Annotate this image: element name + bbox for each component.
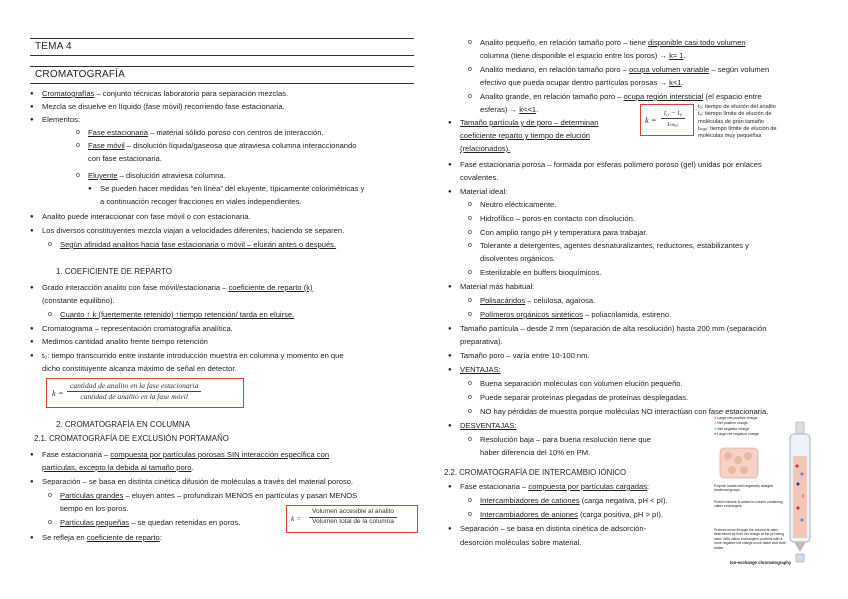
bullet-desventajas [460,421,516,431]
bullet-material-habitual: ● Material más habitual: [460,282,534,292]
legend-line: moléculas de gran tamaño [698,118,764,125]
text: – conjunto técnicas laboratorio para separación mezclas. [94,89,289,98]
sub-desventaja-1-cont: haber diferencia del 10% en PM. [480,448,591,457]
column-resin [793,456,807,538]
text: (carga positiva, pH > pI). [577,510,663,519]
sub-particulas-grandes [60,491,357,501]
text: Analito pequeño, en relación tamaño poro – tiene [480,38,649,47]
text: Se refleja en [42,533,87,542]
bullet-separacion-ionica-cont: desorción moléculas sobre material. [460,538,582,547]
bullet-fase-estacionaria-excl [42,450,329,460]
section-heading: CROMATOGRAFÍA [35,69,126,80]
text: : [647,482,650,491]
sub-desventaja-1: o Resolución baja – para buena resolución tiene que [480,435,651,445]
formula-fraction [661,108,685,129]
text: – eluyen antes – profundizan MENOS en partículas y pasan MENOS [123,491,358,500]
bullet-grado-cont: (constante equilibrio). [42,296,115,305]
text: – se quedan retenidas en poros. [129,518,241,527]
protein-dot [797,507,800,510]
text: Analito mediano, en relación tamaño poro – [480,65,630,74]
text: – disolución líquida/gaseosa que atraviesa columna interaccionando [124,141,357,150]
term: Intercambiadores de cationes [480,496,580,505]
sub-medidas-cont: a continuación recoger fracciones en viales independientes. [100,197,302,206]
sub-ventaja-2: o Puede separar proteínas plegadas de proteínas desplegadas. [480,393,688,403]
term: Fase estacionaria [88,128,148,137]
column-outlet [794,542,806,552]
legend-label: Large net negative charge [717,432,759,437]
section-22-title: 2.2. CROMATOGRAFÍA DE INTERCAMBIO IÓNICO [444,468,627,477]
figure-note-mixture: Protein mixture is added to column containing cation exchangers [714,500,783,509]
bullet-fase-estacionaria-ionica [460,482,649,492]
sub-eluyente [88,171,226,181]
sub-polimeros [480,310,671,320]
bead [724,452,732,460]
bead [734,456,742,464]
legend-line: t₀: tiempo de elución del analito [698,104,776,110]
bullet-fase-porosa: ● Fase estacionaria porosa – formada por esferas polímero poroso (gel) unidas por enlaces [460,160,762,170]
bullet-ventajas [460,365,501,375]
text: Fase estacionaria – [42,450,109,459]
term: ocupa volumen variable [629,65,710,74]
bullet-tamano-particula-mm: ● Tamaño partícula – desde 2 mm (separación de alta resolución) hasta 200 mm (separación [460,324,766,334]
bullet-constituyentes: ● Los diversos constituyentes mezcla viajan a velocidades diferentes, haciendo se separen. [42,226,344,236]
bullet-grado [42,283,313,293]
sub-ventaja-1: o Buena separación moléculas con volumen elución pequeño. [480,379,683,389]
heading-box [30,66,414,84]
formula-numerator: t₀ − t₀ [661,108,685,119]
term: Partículas grandes [60,491,124,500]
text: – celulosa, agarosa. [525,296,596,305]
sub-cationes [480,496,668,506]
bullet-cromatograma: ● Cromatograma – representación cromatografía analítica. [42,324,233,334]
formula-denominator: Volumen total de la columna [312,517,394,525]
bullet-tamano-particula-mm-cont: preparativa). [460,337,503,346]
sub-hidrofilico: o Hidrofílico – poros en contacto con disolución. [480,214,635,224]
bullet-analito: ● Analito puede interaccionar con fase móvil o con estacionaria. [42,212,251,222]
sub-fase-estacionaria [88,128,324,138]
protein-dot [802,495,805,498]
text: esferas) → [480,105,520,114]
legend-label: Large net positive charge [717,416,758,420]
text: (el espacio entre [703,92,762,101]
sub-analito-grande [480,92,762,102]
bullet-t0: ● t₀: tiempo transcurrido entre instante introducción muestra en columna y momento en que [42,351,344,361]
sub-tolerante-cont: disolventes orgánicos. [480,254,556,263]
sub-fase-movil [88,141,356,151]
term: compuesta por partículas cargadas [528,482,648,491]
legend-marker-pink: ● [714,421,717,426]
protein-dot [796,465,799,468]
formula-fraction [309,508,397,527]
bullet-tamano-particula [460,118,598,128]
bullet-tamano-particula-cont1 [460,131,590,141]
bullet-fase-porosa-cont: covalentes. [460,173,499,182]
legend-marker-red: ● [714,416,717,420]
term: Tamaño partícula y de poro – determinan [460,118,599,127]
tema-title: TEMA 4 [35,41,72,52]
sub-particulas-pequenas [60,518,240,528]
bullet-tamano-particula-cont2 [460,144,510,154]
section-1-title: 1. COEFICIENTE DE REPARTO [56,267,173,276]
term: VENTAJAS: [460,365,501,374]
bullet-mezcla: ● Mezcla se disuelve en líquido (fase móvil) recorriendo fase estacionaria. [42,102,285,112]
bullet-t0-cont: dicho constituyente alcanza máximo de señal en detector. [42,364,237,373]
sub-tolerante: o Tolerante a detergentes, agentes desnaturalizantes, reductores, estabilizantes y [480,241,749,251]
protein-dot [797,483,800,486]
sub-neutro: o Neutro eléctricamente. [480,200,556,210]
formula-legend [698,104,818,140]
term: Intercambiadores de aniones [480,510,578,519]
formula-k: k = [645,115,657,125]
sub-cuanto-k [60,310,294,320]
bead [744,452,752,460]
term: k≈ 1 [669,51,684,60]
text: columna (tiene disponible el espacio entre los poros) → [480,51,670,60]
sub-analito-pequeno-cont: columna (tiene disponible el espacio entre los poros) → k≈ 1. [480,51,686,60]
figure-caption: Ion-exchange chromatography [730,560,792,565]
formula-box-volumen [286,505,418,533]
bullet-se-refleja: ● Se refleja en coeficiente de reparto: [42,533,162,543]
text: efectivo que pueda ocupar dentro partículas porosas → [480,78,670,87]
term: k<1 [669,78,682,87]
section-21-title: 2.1. CROMATOGRAFÍA DE EXCLUSIÓN PORTAMAÑO [34,434,229,443]
bullet-cromatografias [42,89,288,99]
sub-analito-mediano [480,65,769,75]
text: Grado interacción analito con fase móvil/estacionaria – [42,283,227,292]
ion-exchange-figure [714,416,818,568]
text: (carga negativa, pH < pI). [579,496,668,505]
term: k<<1 [519,105,537,114]
text: – disolución atraviesa columna. [117,171,226,180]
bullet-elementos: ● Elementos: [42,115,80,125]
tema-box [30,38,414,56]
legend-label: Net positive charge [717,421,748,426]
legend-line: t₀: tiempo límite de elución de [698,111,772,118]
sub-ph: o Con amplio rango pH y temperatura para trabajar. [480,228,648,238]
term: Partículas pequeñas [60,518,130,527]
term: disponible casi todo volumen [648,38,746,47]
sub-afinidad [60,240,336,250]
term: coeficiente de reparto (k) [228,283,313,292]
legend-marker-navy: ● [714,432,717,437]
text: – material sólido poroso con centros de interacción. [147,128,324,137]
term: Polímeros orgánicos sintéticos [480,310,583,319]
sub-aniones [480,510,663,520]
term: Eluyente [88,171,118,180]
text: – poliacrilamida, estireno. [582,310,672,319]
sub-medidas: ● Se pueden hacer medidas “en línea” del eluyente, típicamente colorimétricas y [100,184,364,194]
bullet-tamano-poro: ● Tamaño poro – varía entre 10-100 nm. [460,351,590,361]
sub-analito-mediano-cont: efectivo que pueda ocupar dentro partículas porosas → k<1. [480,78,684,87]
bead [728,466,736,474]
formula-denominator: tₘₐₓ [667,119,679,129]
figure-note-proteins: Proteins move through the column at rates determined by their net charge at the pH being used. With cation exchangers, proteins with a more negative net charge move faster and elute earlier. [714,528,786,550]
bullet-fase-estacionaria-cont: partículas, excepto la debida al tamaño poro. [42,463,194,472]
legend-line: moléculas muy pequeñas [698,133,762,140]
protein-dot [801,519,804,522]
sub-analito-grande-cont: esferas) → k<<1. [480,105,539,114]
term: partículas, excepto la debida al tamaño poro [42,463,192,472]
formula-k: k = [52,388,64,398]
legend-label: Net negative charge [717,426,750,431]
column-top [796,422,804,434]
term: coeficiente reparto y tiempo de elución [460,131,591,140]
formula-k: k = [291,514,302,523]
text: Fase estacionaria – [460,482,529,491]
legend-marker-blue: ● [714,426,717,431]
bullet-medimos: ● Medimos cantidad analito frente tiempo retención [42,337,208,347]
formula-numerator: cantidad de analito en la fase estacionaria [67,381,201,392]
text: Analito grande, en relación tamaño poro – [480,92,624,101]
sub-polisacaridos [480,296,595,306]
term: DESVENTAJAS: [460,421,517,430]
term: (relacionados). [460,144,511,153]
term: ocupa región intersticial [623,92,704,101]
formula-denominator: cantidad de analito en la fase móvil [80,392,188,402]
formula-numerator: Volumen accesible al analito [309,508,397,518]
term: Cromatografías [42,89,95,98]
sub-fase-movil-cont: con fase estacionaria. [88,154,162,163]
section-2-title: 2. CROMATOGRAFÍA EN COLUMNA [56,420,190,429]
bullet-separacion-ionica: ● Separación – se basa en distinta cinética de adsorción- [460,524,646,534]
formula-box-reparto [46,378,244,408]
legend-line: tₘₐₓ: tiempo límite de elución de [698,125,777,132]
term: compuesta por partículas porosas SIN interacción específica con [110,450,330,459]
formula-fraction [67,381,201,402]
sub-esterilizable: o Esterilizable en buffers bioquímicos. [480,268,601,278]
sub-analito-pequeno [480,38,746,48]
sub-ventaja-3: o NO hay pérdidas de muestra porque moléculas NO interactúan con fase estacionaria. [480,407,768,417]
term: Fase móvil [88,141,125,150]
figure-note-beads: Polymer beads with negatively charged functional groups [714,484,773,493]
protein-dot [801,473,804,476]
bead [740,466,748,474]
formula-box-tiempo [640,104,694,136]
text: Según afinidad analitos hacia fase estacionaria o móvil – eluirán antes o después. [60,240,337,249]
bullet-material-ideal: ● Material ideal: [460,187,507,197]
sub-particulas-grandes-cont: tiempo en los poros. [60,504,129,513]
bullet-separacion: ● Separación – se basa en distinta cinética difusión de moléculas a través del material poroso. [42,477,353,487]
text: – según volumen [709,65,770,74]
collection-tube [796,554,804,562]
term: Polisacáridos [480,296,526,305]
term: coeficiente de reparto [86,533,160,542]
text: Cuanto ↑ k (fuertemente retenido) ↑tiempo retención/ tarda en eluirse. [60,310,295,319]
